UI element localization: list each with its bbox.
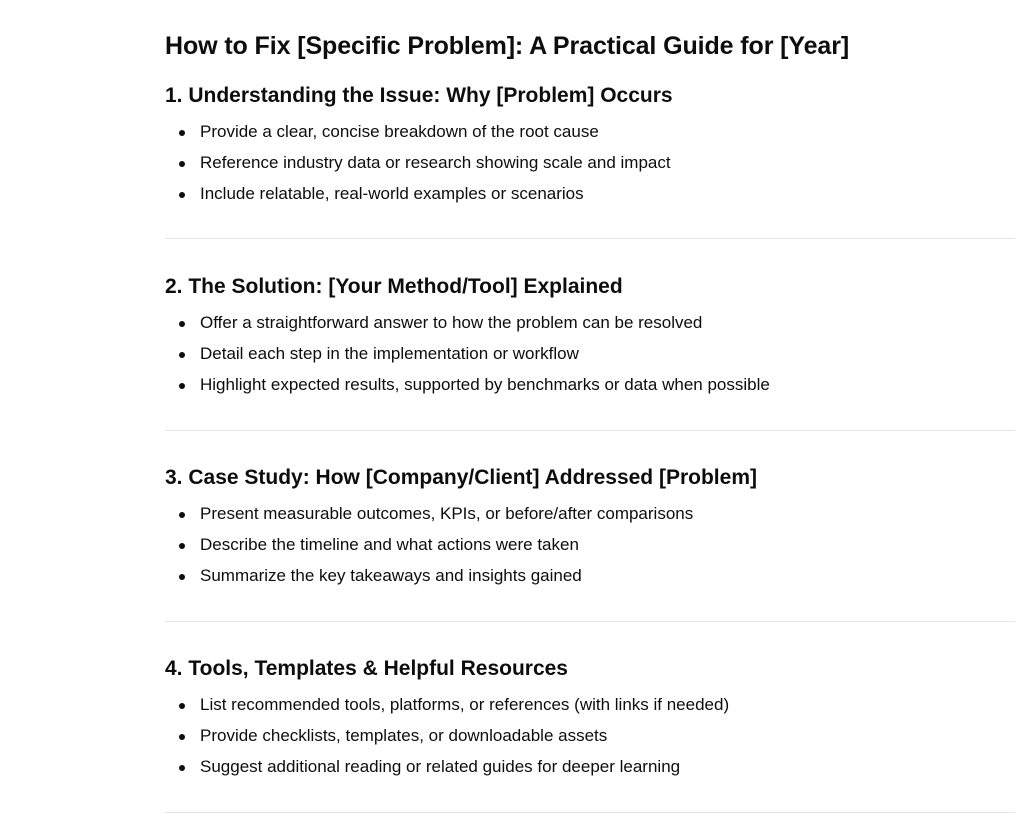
section-case-study <box>165 465 1015 591</box>
bullet-icon <box>179 130 185 136</box>
bullet-icon <box>179 512 185 518</box>
bullet-icon <box>179 352 185 358</box>
section-heading: 3. Case Study: How [Company/Client] Addressed [Problem] <box>165 466 757 489</box>
section-understanding-issue <box>165 83 1015 209</box>
list-item-text: Offer a straightforward answer to how the problem can be resolved <box>200 313 703 332</box>
page-title: How to Fix [Specific Problem]: A Practical Guide for [Year] <box>165 32 850 60</box>
list-item <box>165 116 1015 147</box>
bullet-icon <box>179 574 185 580</box>
list-item <box>165 178 1015 209</box>
bullet-list <box>165 689 1015 782</box>
bullet-icon <box>179 703 185 709</box>
list-item <box>165 307 1015 338</box>
bullet-icon <box>179 734 185 740</box>
list-item <box>165 689 1015 720</box>
list-item <box>165 529 1015 560</box>
list-item-text: Provide checklists, templates, or downloadable assets <box>200 726 608 745</box>
section-tools-resources <box>165 656 1015 782</box>
bullet-icon <box>179 383 185 389</box>
list-item <box>165 369 1015 400</box>
list-item-text: Highlight expected results, supported by benchmarks or data when possible <box>200 375 770 394</box>
list-item-text: Reference industry data or research showing scale and impact <box>200 153 671 172</box>
list-item-text: Detail each step in the implementation or workflow <box>200 344 579 363</box>
list-item <box>165 720 1015 751</box>
bullet-icon <box>179 192 185 198</box>
section-heading: 1. Understanding the Issue: Why [Problem] Occurs <box>165 84 673 107</box>
section-heading: 4. Tools, Templates & Helpful Resources <box>165 657 568 680</box>
list-item-text: Suggest additional reading or related guides for deeper learning <box>200 757 681 776</box>
list-item-text: Provide a clear, concise breakdown of the root cause <box>200 122 599 141</box>
section-solution <box>165 274 1015 400</box>
list-item-text: Summarize the key takeaways and insights gained <box>200 566 582 585</box>
section-divider <box>165 812 1015 813</box>
bullet-icon <box>179 765 185 771</box>
list-item-text: Include relatable, real-world examples or scenarios <box>200 184 584 203</box>
list-item-text: Describe the timeline and what actions were taken <box>200 535 579 554</box>
bullet-icon <box>179 543 185 549</box>
list-item <box>165 498 1015 529</box>
section-heading: 2. The Solution: [Your Method/Tool] Explained <box>165 275 623 298</box>
list-item <box>165 147 1015 178</box>
section-divider <box>165 621 1015 622</box>
list-item <box>165 560 1015 591</box>
list-item <box>165 751 1015 782</box>
bullet-list <box>165 116 1015 209</box>
section-divider <box>165 430 1015 431</box>
bullet-list <box>165 307 1015 400</box>
bullet-icon <box>179 161 185 167</box>
list-item <box>165 338 1015 369</box>
list-item-text: List recommended tools, platforms, or references (with links if needed) <box>200 695 730 714</box>
bullet-list <box>165 498 1015 591</box>
bullet-icon <box>179 321 185 327</box>
section-divider <box>165 238 1015 239</box>
list-item-text: Present measurable outcomes, KPIs, or before/after comparisons <box>200 504 694 523</box>
